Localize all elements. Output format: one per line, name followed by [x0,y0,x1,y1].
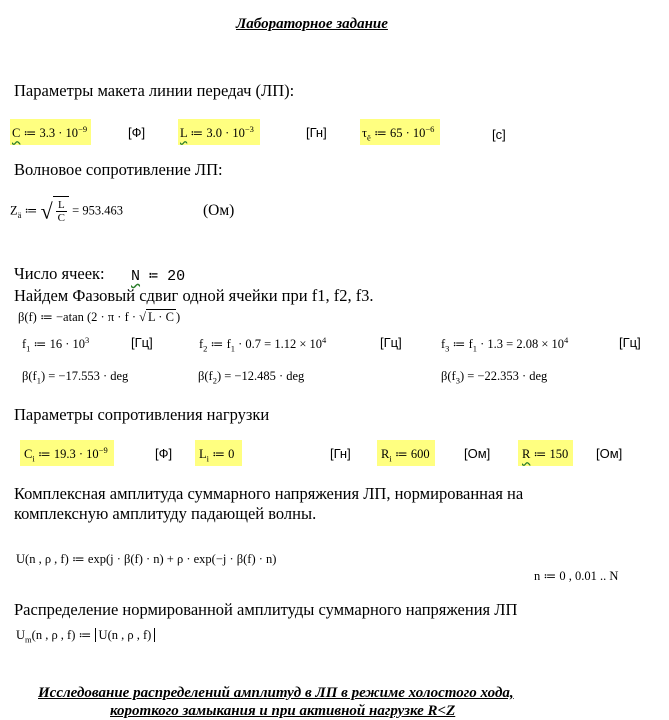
U-definition[interactable]: U(n , ρ , f) ≔ exp(j · β(f) · n) + ρ · exp(−j · β(f) · n) [16,552,277,566]
Ci-definition[interactable]: $C_i$ ≔ $19.3 \cdot 10^{-9}$ [20,440,114,466]
L-definition[interactable]: L ≔ $3.0 \cdot 10^{-3}$ [178,119,260,145]
Z-definition[interactable]: $Z_ä$ ≔ √ $\frac{L}{C}$ = 953.463 [10,196,123,224]
Li-unit: [Гн] [330,446,351,461]
f2-definition[interactable]: $f_2$ ≔ $f_1 \cdot 0.7 = 1.12 \times 10^4$ [199,334,327,354]
L-var: L [180,126,188,140]
cells-label: Число ячеек: [14,264,105,283]
sqrt-sign: √ [139,310,147,324]
C-unit: [Ф] [128,125,146,140]
phase-heading: Найдем Фазовый сдвиг одной ячейки при f1, f2, f3. [14,286,374,305]
f2-unit: [Гц] [380,335,402,350]
Z-unit: (Ом) [203,202,235,219]
beta2-result: $\beta(f_2) = -12.485$ · deg [198,369,305,386]
load-heading: Параметры сопротивления нагрузки [14,405,270,424]
R-var: R [522,447,531,461]
Um-definition[interactable]: $U_m(n$ , ρ , f) ≔ U(n , ρ , f) [16,627,155,643]
distribution-heading: Распределение нормированной амплитуды суммарного напряжения ЛП [14,600,518,619]
N-var: N [131,268,141,285]
line-params-heading: Параметры макета линии передач (ЛП): [14,81,295,100]
tau-unit: [с] [492,127,506,142]
f3-unit: [Гц] [619,335,641,350]
beta1-result: $\beta(f_1) = -17.553$ · deg [22,369,129,386]
sqrt-sign: √ [40,198,53,224]
beta3-result: $\beta(f_3) = -22.353$ · deg [441,369,548,386]
page-title: Лабораторное задание [236,16,388,32]
f1-unit: [Гц] [131,335,153,350]
section-title-line1: Исследование распределений амплитуд в ЛП в режиме холостого хода, [38,685,514,701]
Ri-definition[interactable]: $R_i$ ≔ 600 [377,440,435,466]
C-definition[interactable]: C ≔ $3.3 \cdot 10^{-9}$ [10,119,91,145]
f1-definition[interactable]: $f_1$ ≔ $16 \cdot 10^3$ [22,334,90,354]
impedance-heading: Волновое сопротивление ЛП: [14,160,223,179]
Ri-unit: [Ом] [464,446,491,461]
Ci-unit: [Ф] [155,446,173,461]
tau-definition[interactable]: $\tau_ё$ ≔ $65 \cdot 10^{-6}$ [360,119,440,145]
R-definition[interactable]: R ≔ 150 [518,440,573,466]
N-definition[interactable]: N ≔ 20 [131,268,186,285]
n-range-definition[interactable]: n ≔ 0 , 0.01 .. N [534,569,619,583]
C-var: C [12,126,21,140]
section-title-line2: короткого замыкания и при активной нагрузке R<Z [110,703,456,719]
f3-definition[interactable]: $f_3$ ≔ $f_1 \cdot 1.3 = 2.08 \times 10^4$ [441,334,569,354]
L-unit: [Гн] [306,125,327,140]
Li-definition[interactable]: $L_i$ ≔ 0 [195,440,242,466]
beta-definition[interactable]: β(f) ≔ −atan (2 · π · f · √ L · C ) [18,310,181,324]
R-unit: [Ом] [596,446,623,461]
complex-heading-line1: Комплексная амплитуда суммарного напряжения ЛП, нормированная на [14,484,524,503]
complex-heading-line2: комплексную амплитуду падающей волны. [14,504,317,523]
